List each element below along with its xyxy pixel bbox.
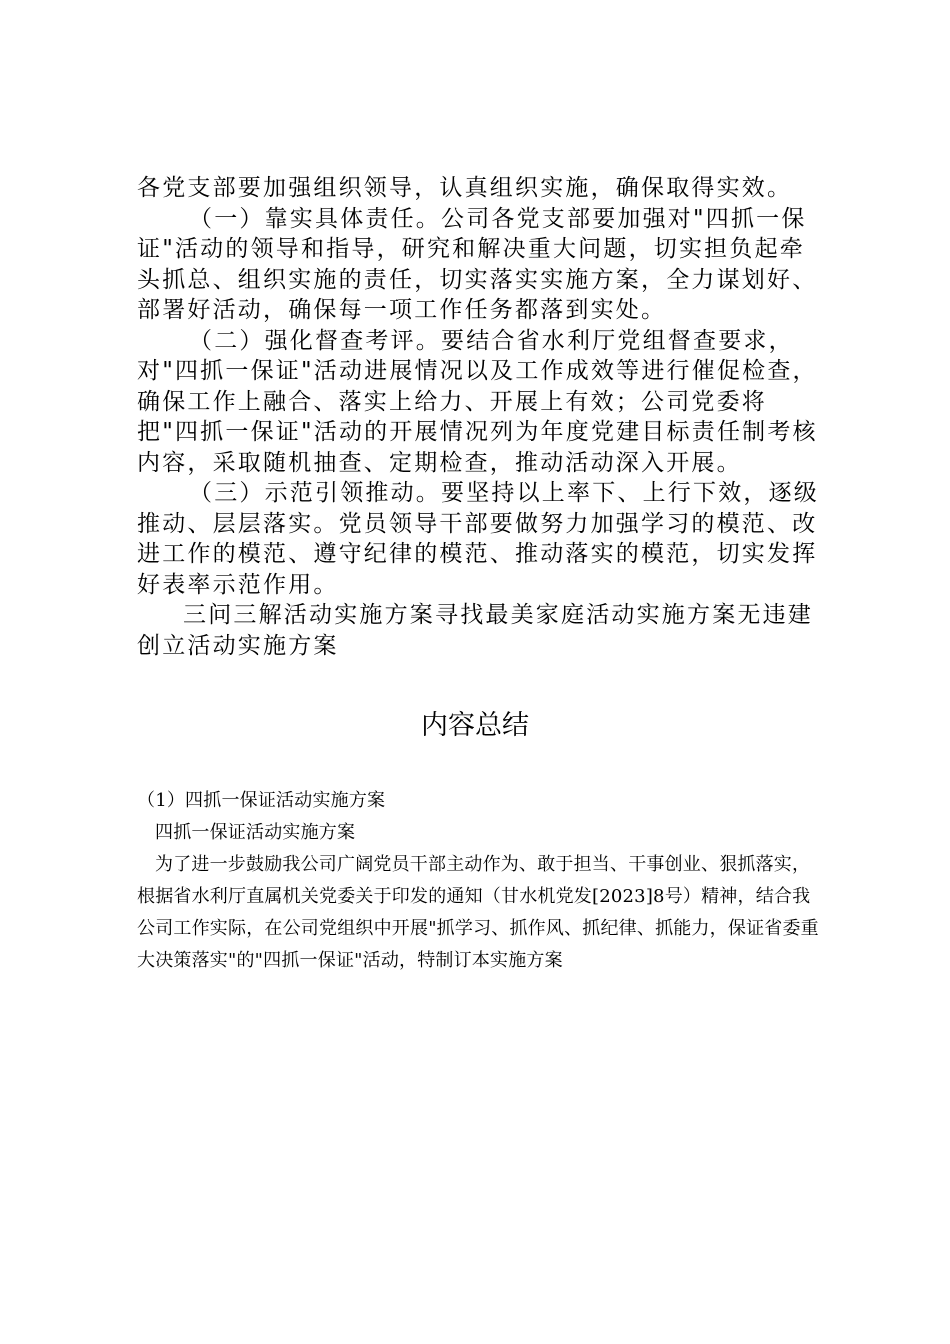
summary-paragraph: 为了进一步鼓励我公司广阔党员干部主动作为、敢于担当、干事创业、狠抓落实，根据省水利厅直属机关党委关于印发的通知（甘水机党发[2023]8号）精神，结合我公司工作实际，在公司党组织中开展"抓学习、抓作风、抓纪律、抓能力，保证省委重大决策落实"的"四抓一保证"活动，特制订本实施方案 xyxy=(137,854,819,971)
summary-subtitle: 四抓一保证活动实施方案 xyxy=(155,822,356,843)
paragraph-intro: 各党支部要加强组织领导，认真组织实施，确保取得实效。 xyxy=(137,175,793,201)
paragraph-demonstration: （三）示范引领推动。要坚持以上率下、上行下效，逐级推动、层层落实。党员领导干部要做努力加强学习的模范、改进工作的模范、遵守纪律的模范、推动落实的模范，切实发挥好表率示范作用。 xyxy=(137,480,819,598)
document-body xyxy=(137,173,827,661)
summary-title: 内容总结 xyxy=(421,710,529,741)
paragraph-related-titles: 三问三解活动实施方案寻找最美家庭活动实施方案无违建创立活动实施方案 xyxy=(137,602,813,659)
summary-item-heading: （1）四抓一保证活动实施方案 xyxy=(137,790,386,811)
paragraph-responsibility: （一）靠实具体责任。公司各党支部要加强对"四抓一保证"活动的领导和指导，研究和解决重大问题，切实担负起牵头抓总、组织实施的责任，切实落实实施方案，全力谋划好、部署好活动，确保每一项工作任务都落到实处。 xyxy=(137,205,818,323)
paragraph-supervision: （二）强化督查考评。要结合省水利厅党组督查要求，对"四抓一保证"活动进展情况以及工作成效等进行催促检查，确保工作上融合、落实上给力、开展上有效；公司党委将把"四抓一保证"活动的开展情况列为年度党建目标责任制考核内容，采取随机抽查、定期检查，推动活动深入开展。 xyxy=(137,327,818,476)
summary-section xyxy=(137,785,827,977)
